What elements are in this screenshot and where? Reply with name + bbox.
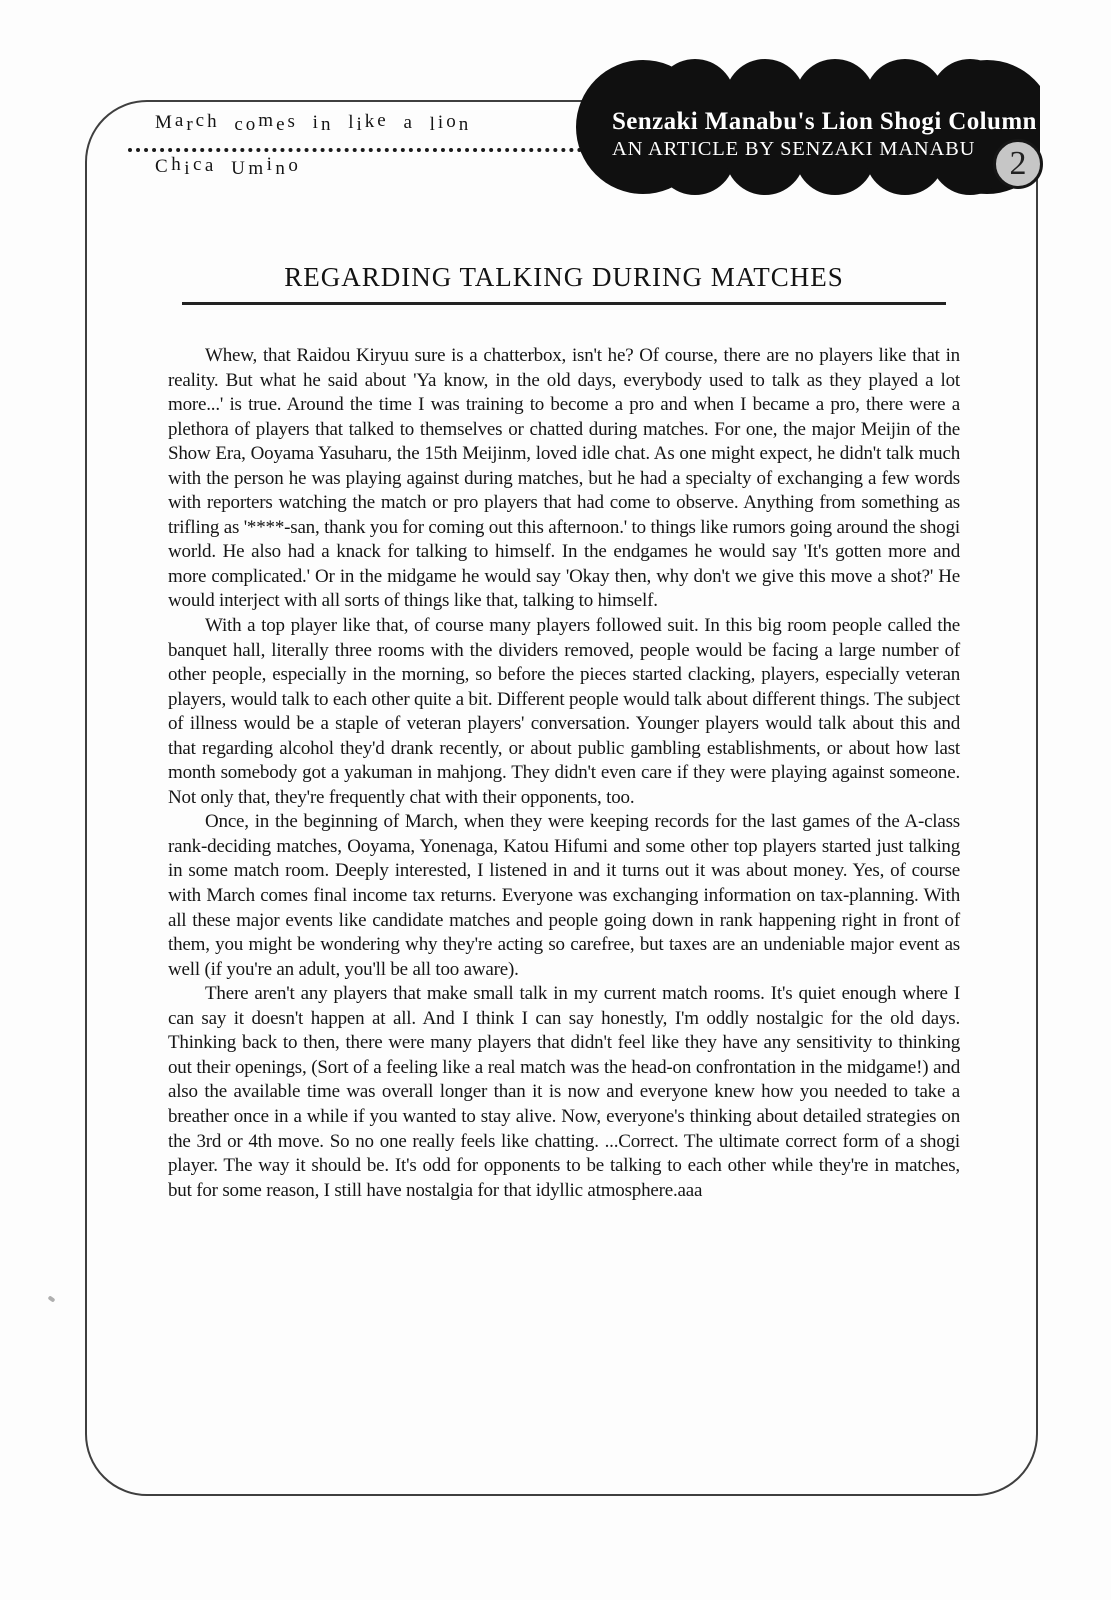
article-paragraph: Whew, that Raidou Kiryuu sure is a chatterbox, isn't he? Of course, there are no players like that in reality. But what he said about 'Ya know, in the old days, everybody used to talk as they played a lot more...' is true. Around the time I was training to become a pro and when I became a pro, there were a plethora of players that talked to themselves or chatted during matches. For one, the major Meijin of the Show Era, Ooyama Yasuharu, the 15th Meijinm, loved idle chat. As one might expect, he didn't talk much with the person he was playing against during matches, but he had a specialty of exchanging a few words with reporters watching the match or pro players that had come to observe. Anything from something as trifling as '****-san, thank you for coming out this afternoon.' to things like rumors going around the shogi world. He also had a knack for talking to himself. In the endgames he would say 'It's gotten more and more complicated.' Or in the midgame he would say 'Okay then, why don't we give this move a shot?' He would interject with all sorts of things like that, talking to himself. — [168, 345, 960, 612]
article-title: REGARDING TALKING DURING MATCHES — [284, 262, 844, 292]
page-number: 2 — [1009, 145, 1027, 182]
article-paragraph: With a top player like that, of course many players followed suit. In this big room people called the banquet hall, literally three rooms with the dividers removed, people would be facing a large number of other people, especially in the morning, so before the pieces started clacking, players, especially veteran players, would talk to each other quite a bit. Different people would talk about different things. The subject of illness would be a staple of veteran players' conversation. Younger players would talk about this and that regarding alcohol they'd drank recently, or about public gambling establishments, or about how last month somebody got a yakuman in mahjong. They didn't even care if they were playing against someone. Not only that, they're frequently chat with their opponents, too. — [168, 615, 960, 808]
article-paragraph: Once, in the beginning of March, when they were keeping records for the last games of the A-class rank-deciding matches, Ooyama, Yonenaga, Katou Hifumi and some other top players started just talking in some match room. Deeply interested, I listened in and it turns out it was about money. Yes, of course with March comes final income tax returns. Everyone was exchanging information on tax-planning. With all these major events like candidate matches and people going down in rank happening right in front of them, you might be wondering why they're acting so carefree, but taxes are an undeniable major event as well (if you're an adult, you'll be all too aware). — [168, 811, 960, 980]
stray-ink-mark — [47, 1295, 55, 1302]
series-title: March comes in like a lion — [155, 110, 472, 135]
page-number-badge — [993, 139, 1043, 189]
article — [168, 100, 960, 1203]
column-subtitle: AN ARTICLE BY SENZAKI MANABU — [612, 138, 976, 160]
title-underline — [182, 302, 946, 305]
column-title: Senzaki Manabu's Lion Shogi Column — [612, 108, 1037, 135]
series-author: Chica Umino — [155, 154, 302, 179]
article-paragraph: There aren't any players that make small talk in my current match rooms. It's quiet enough where I can say it doesn't happen at all. And I think I can say honestly, I'm oddly nostalgic for the old days. Thinking back to then, there were many players that didn't feel like they have any sensitivity to thinking out their openings, (Sort of a feeling like a real match was the head-on confrontation in the midgame!) and also the available time was overall longer than it is now and everyone knew how you needed to take a breather once in a while if you wanted to stay alive. Now, everyone's thinking about detailed strategies on the 3rd or 4th move. So no one really feels like chatting. ...Correct. The ultimate correct form of a shogi player. The way it should be. It's odd for opponents to be talking to each other while they're in matches, but for some reason, I still have nostalgia for that idyllic atmosphere.aaa — [168, 983, 960, 1201]
